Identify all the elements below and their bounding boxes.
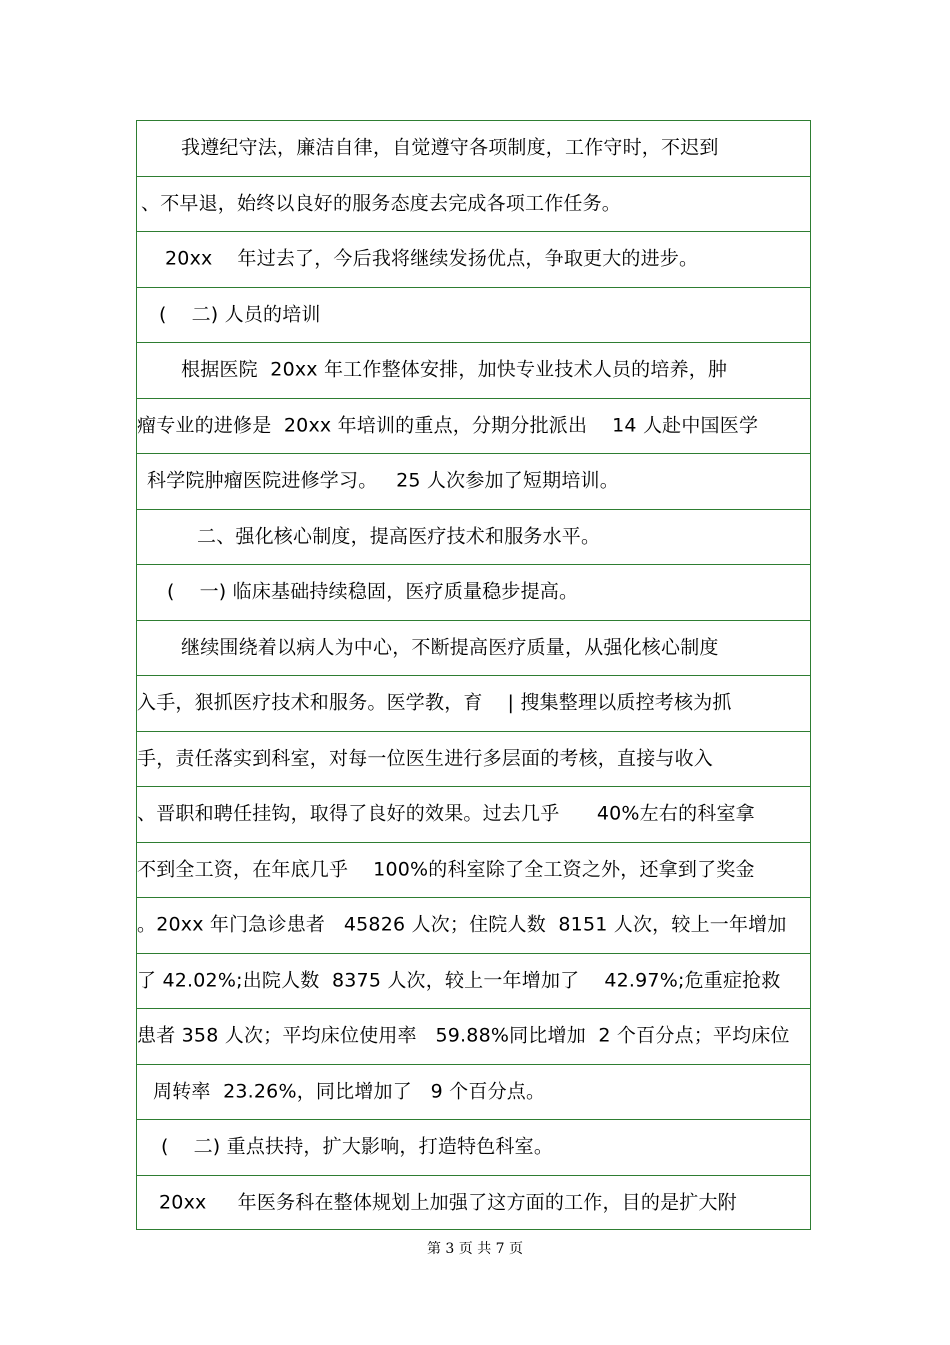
- text-line: ( 一) 临床基础持续稳固，医疗质量稳步提高。: [167, 580, 579, 603]
- page-number-footer: 第 3 页 共 7 页: [426, 1241, 524, 1257]
- text-line: 20xx 年过去了，今后我将继续发扬优点，争取更大的进步。: [165, 247, 699, 270]
- text-line: 。20xx 年门急诊患者 45826 人次；住院人数 8151 人次，较上一年增加: [137, 913, 787, 936]
- text-line: 根据医院 20xx 年工作整体安排，加快专业技术人员的培养，肿: [181, 358, 728, 381]
- text-row: [137, 732, 810, 788]
- text-line: 入手，狠抓医疗技术和服务。医学教，育 | 搜集整理以质控考核为抓: [137, 691, 732, 714]
- text-line: 不到全工资，在年底几乎 100%的科室除了全工资之外，还拿到了奖金: [137, 858, 755, 881]
- text-row: [137, 565, 810, 621]
- text-line: 了 42.02%;出院人数 8375 人次，较上一年增加了 42.97%;危重症抢救: [137, 969, 781, 992]
- text-row: [137, 676, 810, 732]
- text-line: 患者 358 人次；平均床位使用率 59.88%同比增加 2 个百分点；平均床位: [137, 1024, 790, 1047]
- text-row: [137, 454, 810, 510]
- text-row: [137, 399, 810, 455]
- bordered-text-frame: [136, 120, 811, 1230]
- text-line: 20xx 年医务科在整体规划上加强了这方面的工作，目的是扩大附: [159, 1191, 737, 1214]
- text-line: 、晋职和聘任挂钩，取得了良好的效果。过去几乎 40%左右的科室拿: [137, 802, 755, 825]
- text-row: [137, 898, 810, 954]
- text-row: [137, 1120, 810, 1176]
- text-line: 手，责任落实到科室，对每一位医生进行多层面的考核，直接与收入: [137, 747, 714, 770]
- text-row: [137, 343, 810, 399]
- text-line: ( 二) 重点扶持，扩大影响，打造特色科室。: [161, 1135, 554, 1158]
- text-row: [137, 232, 810, 288]
- text-row: [137, 177, 810, 233]
- text-row: [137, 843, 810, 899]
- text-line: ( 二) 人员的培训: [159, 303, 321, 326]
- text-line: 、不早退，始终以良好的服务态度去完成各项工作任务。: [141, 192, 622, 215]
- text-line: 瘤专业的进修是 20xx 年培训的重点，分期分批派出 14 人赴中国医学: [137, 414, 759, 437]
- text-row: [137, 954, 810, 1010]
- text-row: [137, 787, 810, 843]
- text-line: 二、强化核心制度，提高医疗技术和服务水平。: [197, 525, 601, 548]
- text-row: [137, 1176, 810, 1232]
- text-line: 我遵纪守法，廉洁自律，自觉遵守各项制度，工作守时，不迟到: [181, 136, 719, 159]
- text-row: [137, 510, 810, 566]
- text-row: [137, 621, 810, 677]
- text-row: [137, 288, 810, 344]
- text-line: 继续围绕着以病人为中心，不断提高医疗质量，从强化核心制度: [181, 636, 719, 659]
- text-row: [137, 121, 810, 177]
- text-row: [137, 1065, 810, 1121]
- text-line: 周转率 23.26%，同比增加了 9 个百分点。: [153, 1080, 546, 1103]
- text-row: [137, 1009, 810, 1065]
- text-line: 科学院肿瘤医院进修学习。 25 人次参加了短期培训。: [147, 469, 619, 492]
